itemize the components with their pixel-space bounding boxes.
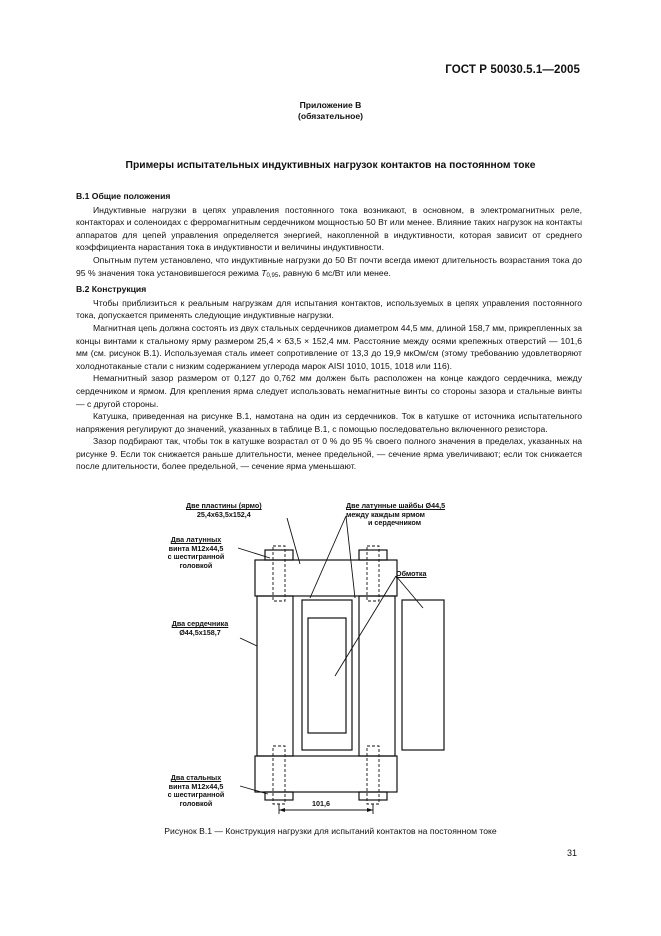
label-brass-screws-line1: Два латунных <box>170 535 222 544</box>
text-fragment: , равную 6 мс/Вт или менее. <box>278 267 391 278</box>
leader-winding-1 <box>335 576 396 676</box>
figure-b1 <box>150 498 620 818</box>
label-cores-line2: Ø44,5х158,7 <box>179 627 221 637</box>
paragraph: Катушка, приведенная на рисунке В.1, намотана на один из сердечников. Ток в катушке от источника испытательного напряжения регулируют до значений, указанных в таблице В.1, с помощью последовательно включенного резистора. <box>76 411 582 434</box>
paragraph: Зазор подбирают так, чтобы ток в катушке возрастал от 0 % до 95 % своего полного значения в пределах, указанных на рисунке 9. Если ток снижается раньше длительности, менее предельной, — сечение ярма увеличивают; если ток снижается после длительности, более предельной, — сечение ярма уменьшают. <box>76 436 582 472</box>
leader-washer-right <box>346 516 355 598</box>
label-brass-screws-line3: с шестигранной <box>167 552 225 562</box>
top-left-nut <box>265 550 293 560</box>
symbol-t: T <box>261 267 267 278</box>
section-heading-general: В.1 Общие положения <box>76 191 171 201</box>
bottom-left-nut <box>265 792 293 800</box>
document-code: ГОСТ Р 50030.5.1—2005 <box>445 64 580 76</box>
annex-status: (обязательное) <box>297 111 364 121</box>
label-brass-screws-line2: винта М12х44,5 <box>168 543 224 553</box>
coil-right-section <box>402 600 444 750</box>
leader-washer-left <box>310 516 346 598</box>
top-left-screw <box>273 546 285 601</box>
bottom-yoke <box>255 756 397 792</box>
paragraph: Немагнитный зазор размером от 0,127 до 0,762 мм должен быть расположен на конце каждого сердечника, между сердечником и ярмом. Для крепления ярма следует использовать немагнитные винты со стороны зазора и стальные винты — с другой стороны. <box>76 373 582 409</box>
label-steel-screws <box>156 774 236 808</box>
label-yoke-line2: 25,4x63,5x152,4 <box>196 509 251 519</box>
coil-inner <box>308 618 346 733</box>
label-winding-text: Обмотка <box>396 569 427 578</box>
body-text <box>76 189 582 473</box>
label-washers-line2: между каждым ярмом <box>346 509 425 519</box>
bottom-right-nut <box>359 792 387 800</box>
bottom-left-screw <box>273 746 285 804</box>
dimension-label: 101,6 <box>312 799 330 808</box>
top-right-nut <box>359 550 387 560</box>
label-washers-line3: и сердечником <box>368 518 422 528</box>
paragraph: Чтобы приблизиться к реальным нагрузкам для испытания контактов, используемых в цепях управления постоянного тока, допускается применять следующие индуктивные нагрузки. <box>76 297 582 321</box>
top-right-screw <box>367 546 379 601</box>
leader-steel-screws <box>240 786 268 794</box>
label-brass-screws <box>156 536 236 570</box>
section-heading-construction: В.2 Конструкция <box>76 284 147 295</box>
label-brass-screws-line4: головкой <box>179 560 213 570</box>
left-core <box>257 596 293 756</box>
coil-left-section <box>302 600 352 750</box>
label-steel-screws-line2: винта М12х44,5 <box>168 781 224 791</box>
text-fragment: Опытным путем установлено, что индуктивные нагрузки до 50 Вт почти всегда имеют длительность возрастания тока до 95 % значения тока установившегося режима <box>76 254 582 278</box>
label-steel-screws-line4: головкой <box>179 798 213 808</box>
figure-caption: Рисунок В.1 — Конструкция нагрузки для испытаний контактов на постоянном токе <box>164 826 497 836</box>
annex-heading <box>0 100 661 122</box>
dimension-arrow-right <box>367 808 373 812</box>
label-cores-line1: Два сердечника <box>171 619 229 628</box>
label-winding <box>396 570 426 579</box>
bottom-right-screw <box>367 746 379 804</box>
label-yoke <box>186 502 262 519</box>
leader-winding-2 <box>396 576 423 608</box>
paragraph-rise-time <box>76 254 582 282</box>
label-yoke-line1: Две пластины (ярмо) <box>186 501 262 510</box>
right-core <box>359 596 395 756</box>
label-cores <box>162 620 238 637</box>
top-yoke <box>255 560 397 596</box>
label-washers <box>346 502 445 528</box>
annex-title: Приложение В <box>299 100 362 110</box>
label-washers-line1: Две латунные шайбы Ø44,5 <box>346 501 446 510</box>
label-steel-screws-line1: Два стальных <box>170 773 222 782</box>
paragraph: Индуктивные нагрузки в цепях управления постоянного тока возникают, в основном, в электромагнитных реле, контакторах и соленоидах с ферромагнитным сердечником мощностью 50 Вт или менее. Влияние таких нагрузок на контакты аппаратов для цепей управления определяется энергией, накопленной в индуктивности, которая зависит от среднего коэффициента нарастания тока в индуктивности и величины индуктивности. <box>76 204 582 253</box>
paragraph: Магнитная цепь должна состоять из двух стальных сердечников диаметром 44,5 мм, длиной 158,7 мм, прикрепленных за концы винтами к стальному ярму размером 25,4 × 63,5 × 152,4 мм. Расстояние между осями крепежных отверстий — 101,6 мм (см. рисунок В.1). Используемая сталь имеет сопротивление от 13,3 до 19,9 мкОм/см (этому требованию удовлетворяют холоднотаканые стали с низким содержанием углерода марок AISI 1010, 1015, 1018 или 116). <box>76 322 582 371</box>
subscript: 0,95 <box>266 272 279 279</box>
leader-cores <box>240 638 257 646</box>
dimension-arrow-left <box>279 808 285 812</box>
page-number: 31 <box>566 848 577 858</box>
label-steel-screws-line3: с шестигранной <box>167 790 225 800</box>
page-title: Примеры испытательных индуктивных нагрузок контактов на постоянном токе <box>125 160 536 171</box>
